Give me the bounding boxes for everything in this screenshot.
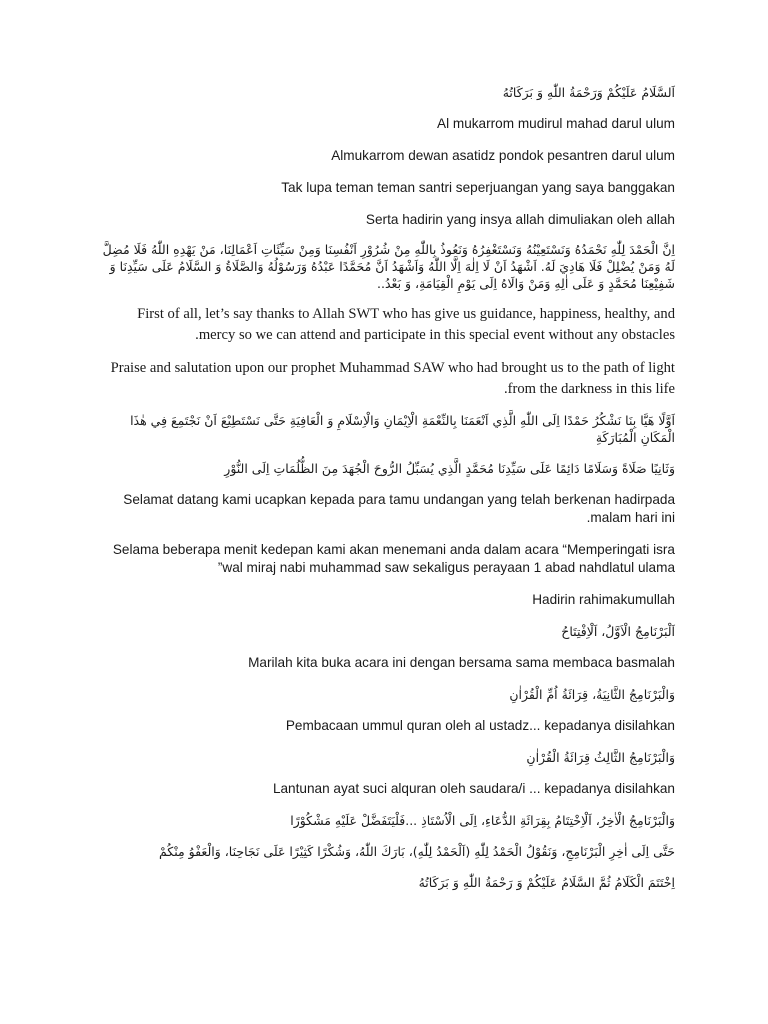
document-body <box>100 84 675 891</box>
hadirin-rahimakumullah: Hadirin rahimakumullah <box>532 592 675 607</box>
arabic-thanks-line: اَوَّلًا هَيَّا بِنَا نَشْكُرُ حَمْدًا اِلَى اللّٰهِ الَّذِي اَنْعَمَنَا بِالنِّعْمَةِ الْاِيْمَانِ وَالْاِسْلَامِ وَ الْعَافِيَةِ حَتَّى نَسْتَطِيْعَ اَنْ نَجْتَمِعَ فِي هٰذَا الْمَكَانِ الْمُبَارَكَةِ <box>130 413 675 445</box>
program-three-heading: وَالْبَرْنَامِجُ الثَّالِثُ قِرَائَةُ الْقُرْاٰنِ <box>526 750 675 765</box>
opening-salam: اَلسَّلَامُ عَلَيْكُمْ وَرَحْمَةُ اللّٰهِ وَ بَرَكَاتُهُ <box>502 85 675 100</box>
closing-salam: اِخْتَتَمَ الْكَلَامُ ثُمَّ السَّلَامُ عَلَيْكُمْ وَ رَحْمَةُ اللّٰهِ وَ بَرَكَاتُهُ <box>418 875 675 890</box>
program-one-text: Marilah kita buka acara ini dengan bersama sama membaca basmalah <box>248 655 675 670</box>
program-last-heading: وَالْبَرْنَامِجُ الْاٰخِرُ، اَلْاِخْتِتَامُ بِقِرَائَةِ الدُّعَاءِ، اِلَى الْاُسْتَاذِ ...فَلْيَتَفَضَّلْ عَلَيْهِ مَشْكُوْرًا <box>290 813 675 828</box>
program-two-text: Pembacaan ummul quran oleh al ustadz... kepadanya disilahkan <box>285 718 675 733</box>
program-three-text: Lantunan ayat suci alquran oleh saudara/i ... kepadanya disilahkan <box>272 781 675 796</box>
program-one-heading: اَلْبَرْنَامِجُ الْاَوَّلُ، اَلْاِفْتِتَاحُ <box>561 624 675 639</box>
event-intro-paragraph: Selama beberapa menit kedepan kami akan menemani anda dalam acara “Memperingati isra wal miraj nabi muhammad saw sekaligus perayaan 1 abad nahdlatul ulama” <box>112 542 675 575</box>
english-thanks-paragraph: First of all, let’s say thanks to Allah SWT who has give us guidance, happiness, healthy, and mercy so we can attend and participate in this special event without any obstacles. <box>137 306 675 343</box>
english-salutation-paragraph: Praise and salutation upon our prophet Muhammad SAW who had brought us to the path of light from the darkness in this life. <box>110 360 675 397</box>
welcome-paragraph: Selamat datang kami ucapkan kepada para tamu undangan yang telah berkenan hadirpada malam hari ini. <box>123 492 675 525</box>
program-two-heading: وَالْبَرْنَامِجُ الثَّانِيَةُ، قِرَائَةُ اُمِّ الْقُرْاٰنِ <box>509 687 675 702</box>
greeting-hadirin: Serta hadirin yang insya allah dimuliakan oleh allah <box>365 212 675 227</box>
greeting-santri: Tak lupa teman teman santri seperjuangan yang saya banggakan <box>281 180 675 195</box>
greeting-mudir: Al mukarrom mudirul mahad darul ulum <box>437 116 675 131</box>
arabic-hamdalah-paragraph: اِنَّ الْحَمْدَ لِلّٰهِ نَحْمَدُهُ وَنَسْتَعِيْنُهُ وَنَسْتَغْفِرُهُ وَنَعُوذُ بِاللّٰهِ مِنْ شُرُوْرِ اَنْفُسِنَا وَمِنْ سَيِّئَاتِ اَعْمَالِنَا، مَنْ يَهْدِهِ اللّٰهُ فَلَا مُضِلَّ لَهُ وَمَنْ يُضْلِلْ فَلَا هَادِيَ لَهُ. اَشْهَدُ اَنْ لَا اِلٰهَ اِلَّا اللّٰهُ وَاَشْهَدُ اَنَّ مُحَمَّدًا عَبْدُهُ وَرَسُوْلُهُ وَالصَّلَاةُ وَ السَّلَامُ عَلَى سَيِّدِنَا وَ شَفِيْعِنَا مُحَمَّدٍ وَ عَلَى اٰلِهِ وَمَنْ وَالَاهُ اِلَى يَوْمِ الْقِيَامَةِ، وَ بَعْدُ.. <box>102 242 675 291</box>
arabic-salutation-line: وَثَانِيًا صَلَاةً وَسَلَامًا دَائِمًا عَلَى سَيِّدِنَا مُحَمَّدٍ الَّذِي يُسَبِّلُ الرُّوحَ الْجُهَدَ مِنَ الظُّلُمَاتِ اِلَى النُّوْرِ <box>224 461 675 476</box>
closing-arabic-line: حَتَّى اِلَى اٰخِرِ الْبَرْنَامِجِ، وَنَقُوْلُ الْحَمْدُ لِلّٰهِ (اَلْحَمْدُ لِلّٰهِ)، بَارَكَ اللّٰهُ، وَشُكْرًا كَثِيْرًا عَلَى نَجَاحِنَا، وَالْعَفْوُ مِنْكُمْ <box>158 844 675 859</box>
greeting-asatidz: Almukarrom dewan asatidz pondok pesantren darul ulum <box>331 148 675 163</box>
